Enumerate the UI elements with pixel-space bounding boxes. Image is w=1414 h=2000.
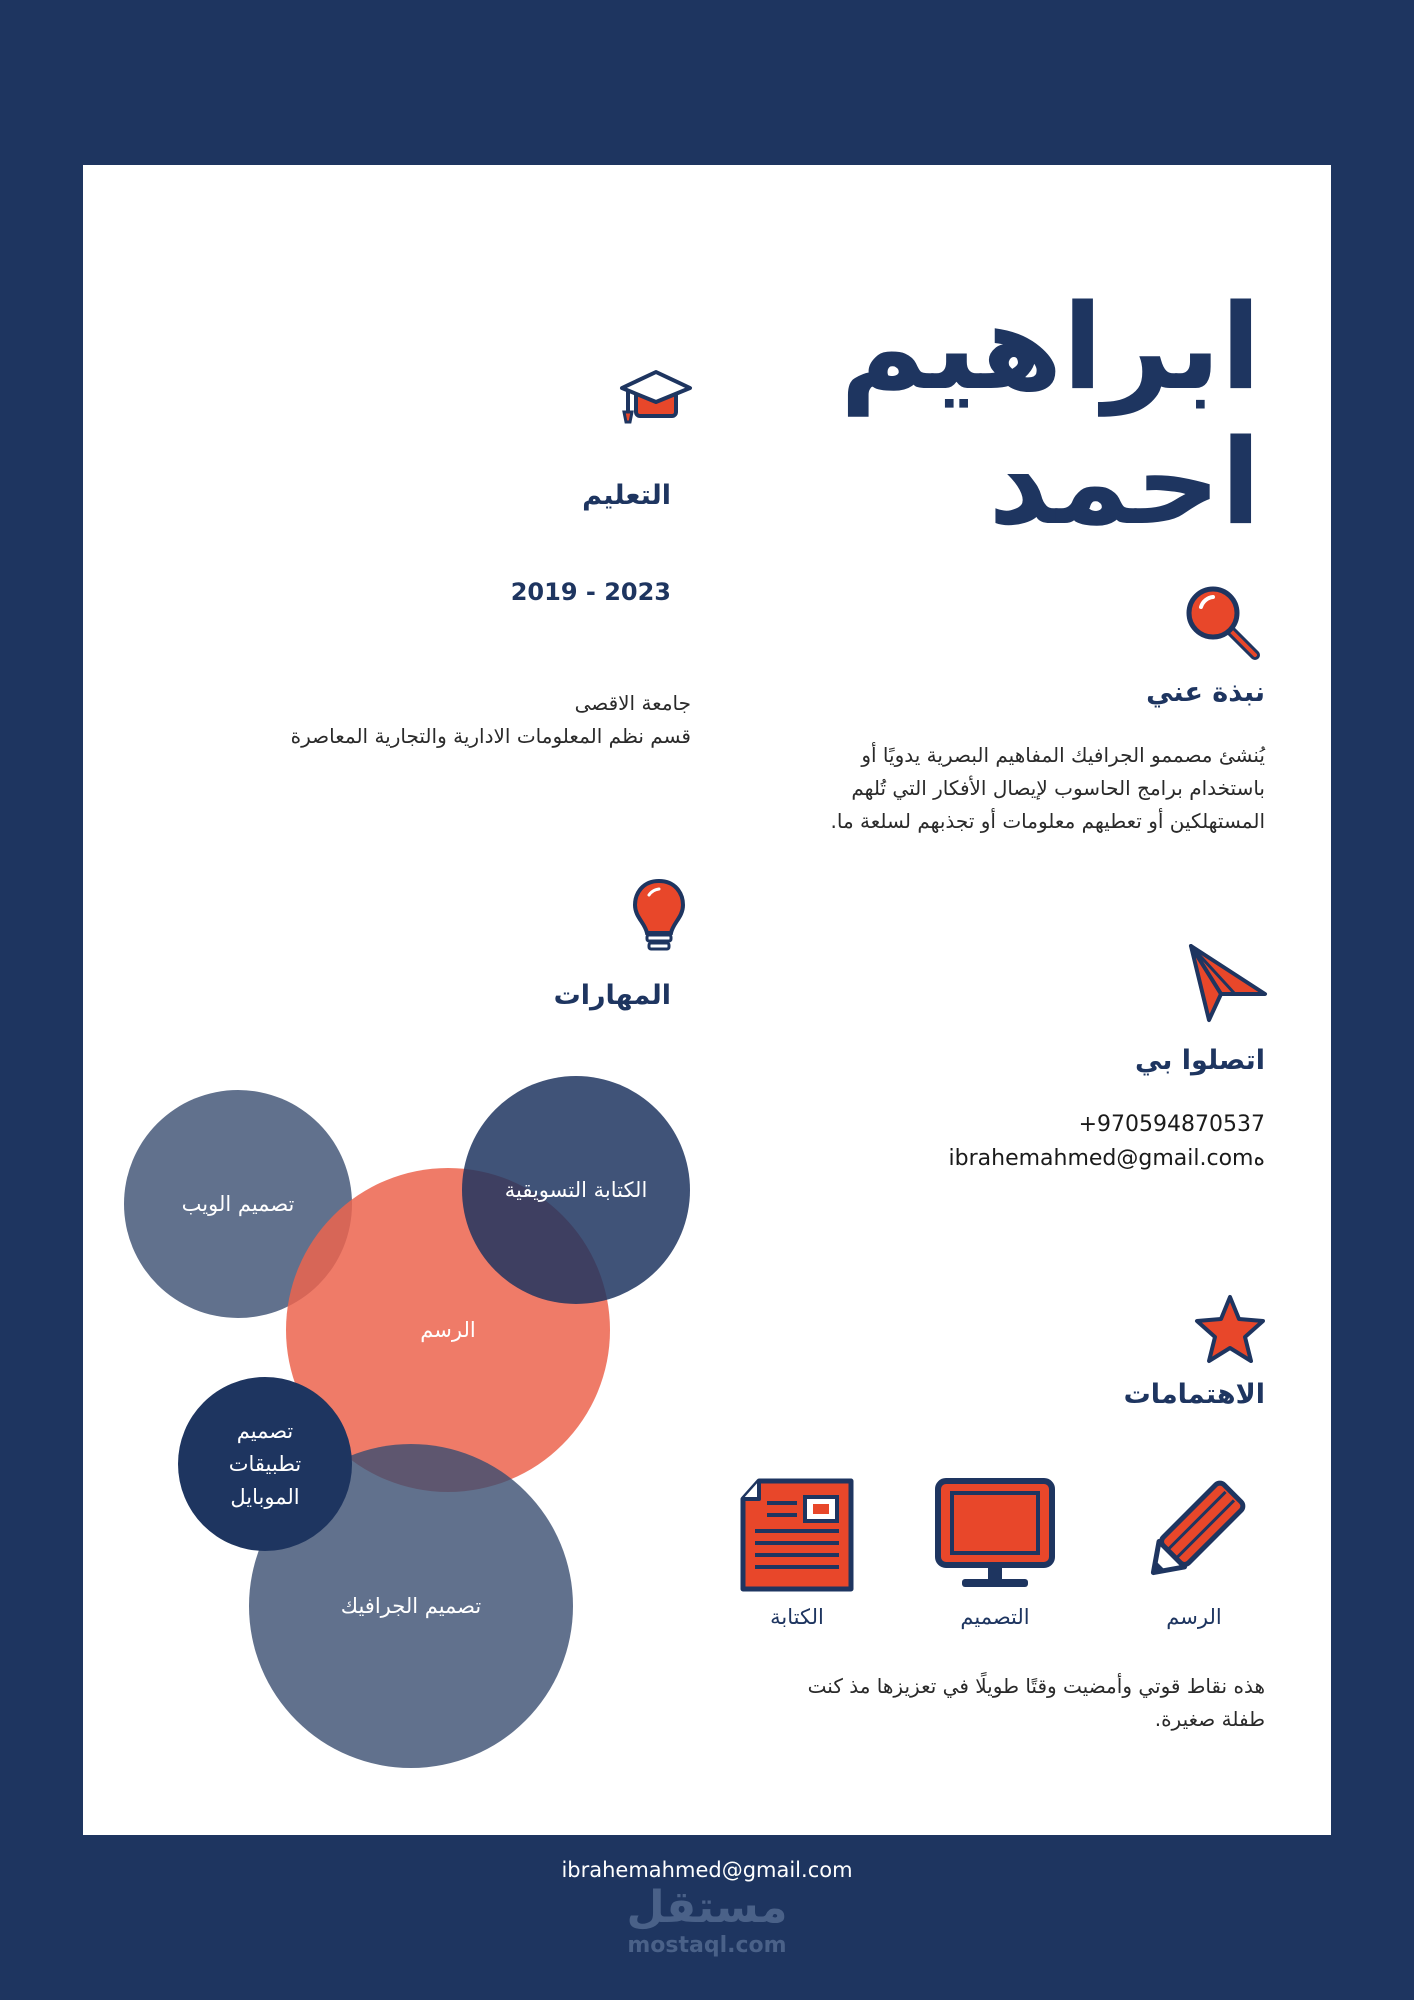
name-first: ابراهيم — [839, 278, 1261, 416]
education-years: 2023 - 2019 — [510, 578, 671, 606]
graduation-cap-icon — [616, 360, 696, 440]
interest-label-writing: الكتابة — [770, 1605, 824, 1629]
magnifier-icon — [1183, 583, 1263, 663]
about-title: نبذة عني — [1146, 677, 1265, 708]
contact-title: اتصلوا بي — [1134, 1045, 1265, 1076]
skill-label-drawing: الرسم — [420, 1317, 476, 1342]
interest-label-design: التصميم — [960, 1605, 1030, 1629]
about-line-2: باستخدام برامج الحاسوب لإيصال الأفكار التي تُلهم — [851, 776, 1265, 800]
contact-phone: +970594870537 — [1078, 1112, 1265, 1137]
interests-title: الاهتمامات — [1123, 1379, 1265, 1410]
name-last: احمد — [988, 413, 1261, 551]
about-line-3: المستهلكين أو تعطيهم معلومات أو تجذبهم لسلعة ما. — [830, 809, 1265, 833]
skill-bubble-mobile — [178, 1377, 352, 1551]
monitor-icon — [934, 1477, 1056, 1593]
skill-label-copywriting: الكتابة التسويقية — [504, 1177, 648, 1202]
skills-title: المهارات — [553, 980, 671, 1011]
paper-plane-icon — [1185, 940, 1271, 1026]
watermark-arabic: مستقل — [626, 1882, 788, 1933]
footer-email[interactable]: ibrahemahmed@gmail.com — [561, 1858, 853, 1882]
about-line-1: يُنشئ مصممو الجرافيك المفاهيم البصرية يدويًا أو — [861, 743, 1265, 767]
education-university: جامعة الاقصى — [574, 691, 691, 715]
skill-label-web: تصميم الويب — [181, 1191, 295, 1216]
watermark-latin: mostaql.com — [627, 1933, 787, 1958]
lightbulb-icon — [629, 877, 689, 957]
interests-line-2: طفلة صغيرة. — [1154, 1707, 1265, 1731]
name-heading — [701, 280, 1261, 550]
skill-bubble-copywriting — [462, 1076, 690, 1304]
newspaper-icon — [737, 1477, 857, 1593]
interest-label-drawing: الرسم — [1166, 1605, 1222, 1629]
resume-sheet — [83, 165, 1331, 1835]
interests-line-1: هذه نقاط قوتي وأمضيت وقتًا طويلًا في تعزيزها مذ كنت — [807, 1674, 1265, 1698]
education-title: التعليم — [582, 480, 671, 511]
contact-email: ibrahemahmed@gmail.comه — [948, 1146, 1265, 1171]
star-icon — [1193, 1293, 1267, 1367]
skill-label-graphic: تصميم الجرافيك — [340, 1593, 482, 1618]
pencil-icon — [1133, 1473, 1253, 1593]
education-department: قسم نظم المعلومات الادارية والتجارية المعاصرة — [290, 724, 691, 748]
skill-label-mobile: تصميم تطبيقات الموبايل — [228, 1418, 302, 1509]
